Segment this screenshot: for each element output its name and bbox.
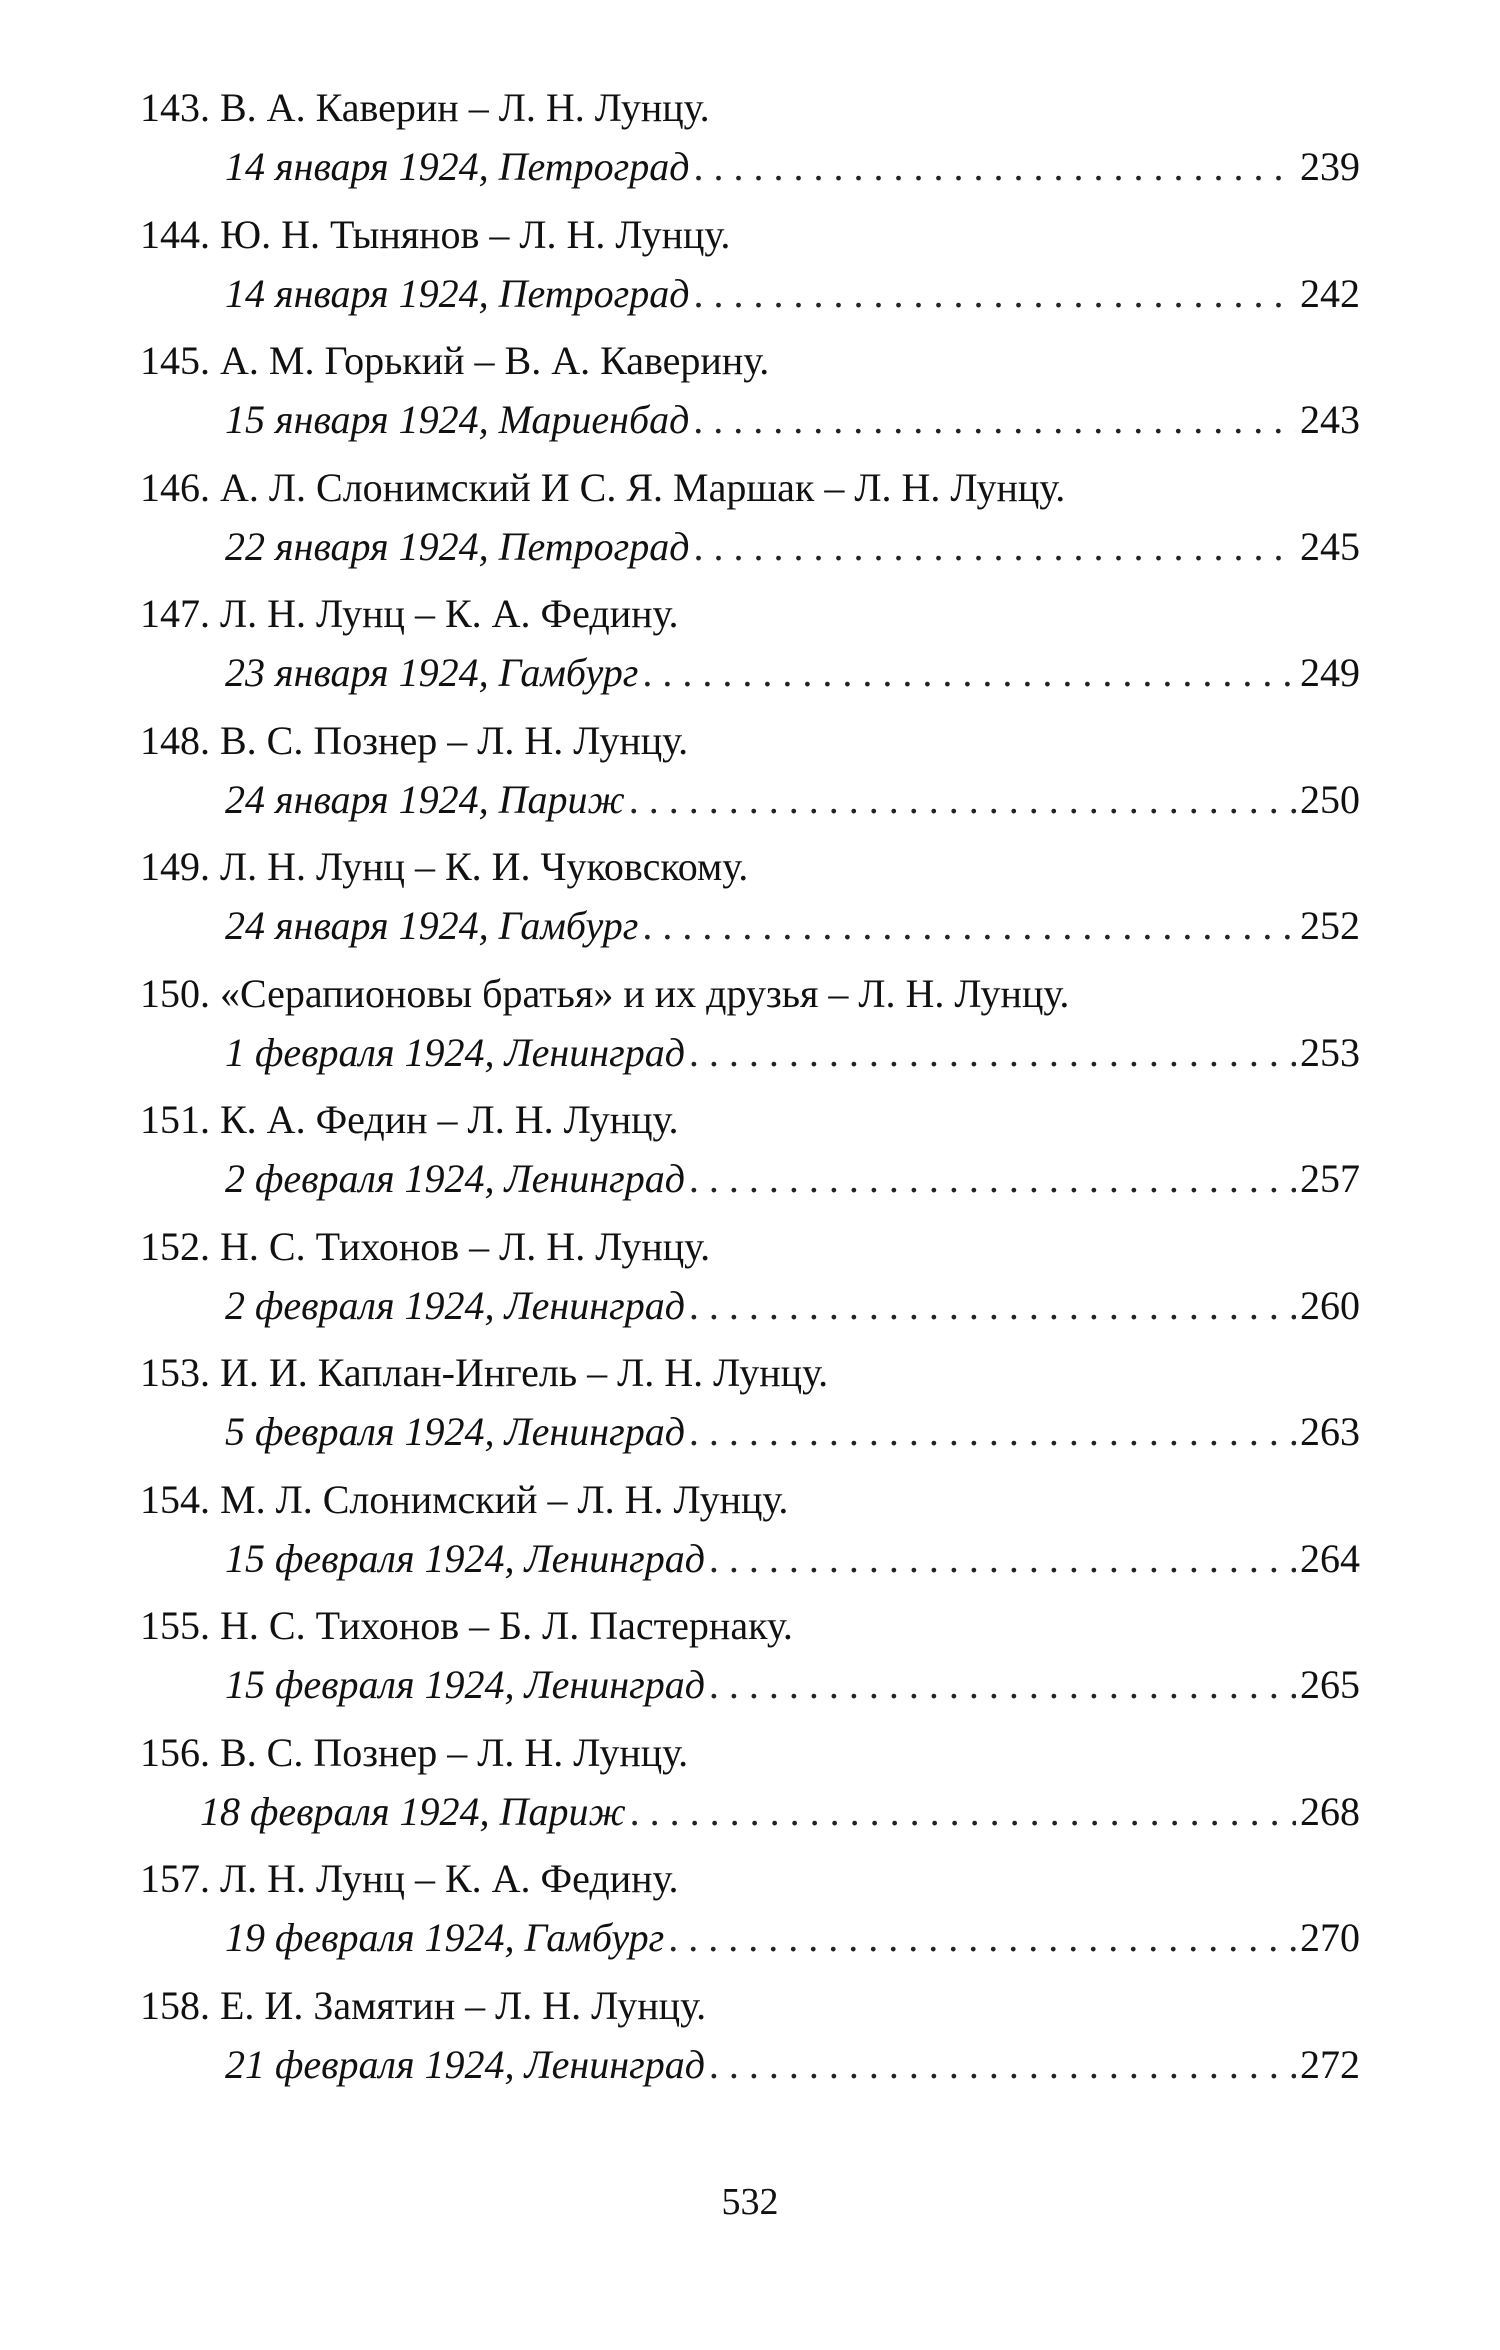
toc-entry-151 xyxy=(140,1098,1360,1225)
entry-heading xyxy=(140,1098,1360,1142)
entry-title: Л. Н. Лунц – К. А. Федину. xyxy=(220,1856,679,1901)
entry-title: Л. Н. Лунц – К. И. Чуковскому. xyxy=(220,844,749,889)
entry-detail-line xyxy=(140,1031,1360,1075)
entry-page-number: 249 xyxy=(1300,650,1360,695)
entry-detail-line xyxy=(140,1157,1360,1201)
entry-number: 149. xyxy=(140,844,210,889)
table-of-contents xyxy=(140,86,1360,2110)
dot-leader xyxy=(709,2043,1296,2087)
entry-page-number: 252 xyxy=(1300,903,1360,948)
page-number: 532 xyxy=(721,2181,779,2223)
entry-date-place: 2 февраля 1924, Ленинград xyxy=(225,1156,685,1201)
entry-number: 154. xyxy=(140,1476,210,1522)
entry-heading xyxy=(140,1478,1360,1522)
entry-detail-line xyxy=(140,1284,1360,1328)
entry-number: 151. xyxy=(140,1097,210,1142)
entry-title: К. А. Федин – Л. Н. Лунцу. xyxy=(220,1097,679,1142)
toc-entry-143 xyxy=(140,86,1360,213)
entry-date-place: 15 февраля 1924, Ленинград xyxy=(225,1662,705,1707)
entry-heading xyxy=(140,1857,1360,1901)
toc-entry-144 xyxy=(140,213,1360,340)
entry-detail-line xyxy=(140,1790,1360,1834)
entry-title: А. М. Горький – В. А. Каверину. xyxy=(220,338,770,383)
entry-title: М. Л. Слонимский – Л. Н. Лунцу. xyxy=(220,1476,789,1522)
entry-title: Л. Н. Лунц – К. А. Федину. xyxy=(220,591,679,636)
entry-page-number: 250 xyxy=(1300,776,1360,822)
entry-title: И. И. Каплан-Ингель – Л. Н. Лунцу. xyxy=(220,1350,829,1395)
entry-detail-line xyxy=(140,904,1360,948)
entry-title: В. С. Познер – Л. Н. Лунцу. xyxy=(220,1729,689,1775)
toc-entry-150 xyxy=(140,972,1360,1099)
entry-heading xyxy=(140,86,1360,130)
toc-entry-153 xyxy=(140,1351,1360,1478)
entry-heading xyxy=(140,1604,1360,1648)
toc-entry-155 xyxy=(140,1604,1360,1731)
entry-title: Н. С. Тихонов – Л. Н. Лунцу. xyxy=(220,1223,711,1269)
entry-number: 143. xyxy=(140,85,210,130)
entry-title: В. А. Каверин – Л. Н. Лунцу. xyxy=(220,85,710,130)
entry-page-number: 245 xyxy=(1300,523,1360,569)
toc-entry-149 xyxy=(140,845,1360,972)
entry-heading xyxy=(140,719,1360,763)
entry-date-place: 14 января 1924, Петроград xyxy=(225,270,690,316)
toc-entry-147 xyxy=(140,592,1360,719)
dot-leader xyxy=(693,145,1296,189)
entry-title: Н. С. Тихонов – Б. Л. Пастернаку. xyxy=(220,1603,793,1648)
entry-page-number: 268 xyxy=(1300,1788,1360,1834)
toc-entry-145 xyxy=(140,339,1360,466)
entry-heading xyxy=(140,972,1360,1016)
dot-leader xyxy=(689,1284,1296,1328)
entry-number: 158. xyxy=(140,1982,210,2028)
entry-page-number: 242 xyxy=(1300,270,1360,316)
entry-heading xyxy=(140,213,1360,257)
toc-entry-148 xyxy=(140,719,1360,846)
entry-heading xyxy=(140,466,1360,510)
entry-heading xyxy=(140,592,1360,636)
entry-number: 157. xyxy=(140,1856,210,1901)
entry-detail-line xyxy=(140,1537,1360,1581)
entry-heading xyxy=(140,845,1360,889)
entry-date-place: 14 января 1924, Петроград xyxy=(225,144,690,189)
entry-detail-line xyxy=(140,2043,1360,2087)
entry-page-number: 253 xyxy=(1300,1029,1360,1075)
dot-leader xyxy=(693,272,1296,316)
entry-date-place: 21 февраля 1924, Ленинград xyxy=(225,2041,705,2087)
dot-leader xyxy=(689,1157,1296,1201)
dot-leader xyxy=(693,525,1296,569)
entry-heading xyxy=(140,1225,1360,1269)
entry-title: Ю. Н. Тынянов – Л. Н. Лунцу. xyxy=(220,211,731,257)
entry-detail-line xyxy=(140,778,1360,822)
entry-page-number: 264 xyxy=(1300,1535,1360,1581)
entry-date-place: 19 февраля 1924, Гамбург xyxy=(225,1915,665,1960)
entry-heading xyxy=(140,1984,1360,2028)
entry-number: 145. xyxy=(140,338,210,383)
entry-detail-line xyxy=(140,1916,1360,1960)
dot-leader xyxy=(668,1916,1296,1960)
dot-leader xyxy=(709,1537,1296,1581)
entry-title: В. С. Познер – Л. Н. Лунцу. xyxy=(220,717,689,763)
entry-detail-line xyxy=(140,145,1360,189)
dot-leader xyxy=(642,904,1296,948)
entry-number: 155. xyxy=(140,1603,210,1648)
entry-heading xyxy=(140,1731,1360,1775)
entry-detail-line xyxy=(140,525,1360,569)
dot-leader xyxy=(709,1663,1296,1707)
entry-title: Е. И. Замятин – Л. Н. Лунцу. xyxy=(220,1982,707,2028)
entry-date-place: 2 февраля 1924, Ленинград xyxy=(225,1282,685,1328)
dot-leader xyxy=(630,1790,1296,1834)
entry-detail-line xyxy=(140,1410,1360,1454)
dot-leader xyxy=(693,398,1296,442)
entry-date-place: 23 января 1924, Гамбург xyxy=(225,650,639,695)
entry-number: 147. xyxy=(140,591,210,636)
entry-date-place: 15 февраля 1924, Ленинград xyxy=(225,1535,705,1581)
toc-entry-152 xyxy=(140,1225,1360,1352)
entry-number: 156. xyxy=(140,1729,210,1775)
entry-page-number: 263 xyxy=(1300,1409,1360,1454)
entry-heading xyxy=(140,339,1360,383)
entry-date-place: 24 января 1924, Гамбург xyxy=(225,903,639,948)
entry-page-number: 243 xyxy=(1300,397,1360,442)
entry-detail-line xyxy=(140,272,1360,316)
dot-leader xyxy=(629,778,1296,822)
entry-page-number: 260 xyxy=(1300,1282,1360,1328)
toc-entry-158 xyxy=(140,1984,1360,2111)
entry-detail-line xyxy=(140,398,1360,442)
entry-page-number: 257 xyxy=(1300,1156,1360,1201)
dot-leader xyxy=(689,1031,1296,1075)
entry-date-place: 22 января 1924, Петроград xyxy=(225,523,690,569)
toc-entry-146 xyxy=(140,466,1360,593)
entry-number: 148. xyxy=(140,717,210,763)
entry-detail-line xyxy=(140,1663,1360,1707)
entry-number: 152. xyxy=(140,1223,210,1269)
entry-page-number: 239 xyxy=(1300,144,1360,189)
toc-entry-154 xyxy=(140,1478,1360,1605)
toc-entry-157 xyxy=(140,1857,1360,1984)
entry-number: 144. xyxy=(140,211,210,257)
toc-entry-156 xyxy=(140,1731,1360,1858)
entry-page-number: 265 xyxy=(1300,1662,1360,1707)
dot-leader xyxy=(642,651,1296,695)
entry-number: 146. xyxy=(140,464,210,510)
entry-date-place: 1 февраля 1924, Ленинград xyxy=(225,1029,685,1075)
entry-date-place: 18 февраля 1924, Париж xyxy=(200,1788,626,1834)
entry-heading xyxy=(140,1351,1360,1395)
entry-number: 150. xyxy=(140,970,210,1016)
entry-date-place: 15 января 1924, Мариенбад xyxy=(225,397,690,442)
entry-page-number: 272 xyxy=(1300,2041,1360,2087)
entry-date-place: 24 января 1924, Париж xyxy=(225,776,625,822)
entry-page-number: 270 xyxy=(1300,1915,1360,1960)
dot-leader xyxy=(689,1410,1296,1454)
entry-title: А. Л. Слонимский И С. Я. Маршак – Л. Н. Лунцу. xyxy=(220,464,1066,510)
entry-title: «Серапионовы братья» и их друзья – Л. Н. Лунцу. xyxy=(220,970,1070,1016)
entry-number: 153. xyxy=(140,1350,210,1395)
entry-date-place: 5 февраля 1924, Ленинград xyxy=(225,1409,685,1454)
entry-detail-line xyxy=(140,651,1360,695)
